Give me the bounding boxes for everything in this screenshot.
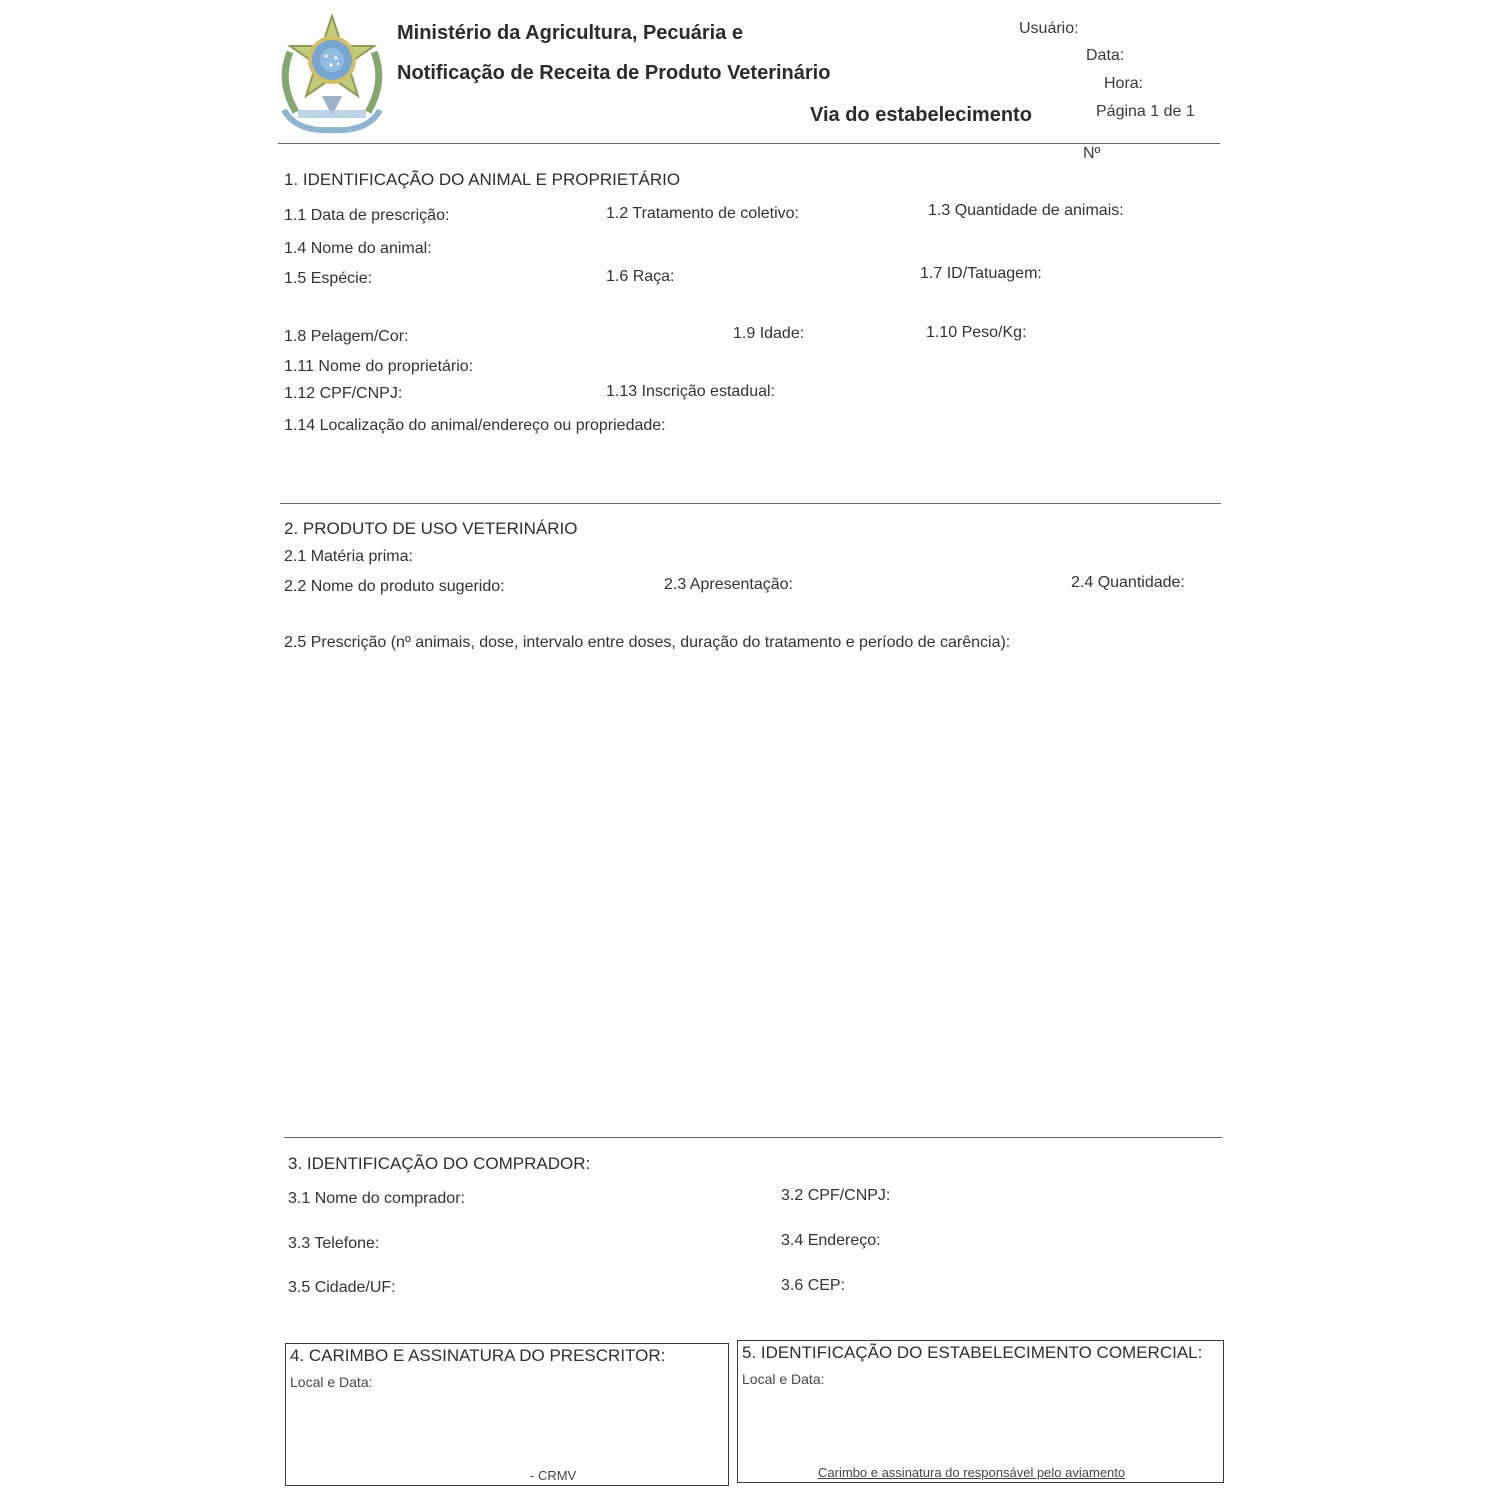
field-1-13: 1.13 Inscrição estadual: xyxy=(606,383,775,400)
field-1-2: 1.2 Tratamento de coletivo: xyxy=(606,205,799,222)
field-1-1: 1.1 Data de prescrição: xyxy=(284,207,450,224)
field-1-7: 1.7 ID/Tatuagem: xyxy=(920,265,1042,282)
field-3-5: 3.5 Cidade/UF: xyxy=(288,1279,396,1296)
section1-divider xyxy=(280,503,1221,504)
header-divider xyxy=(278,143,1220,144)
field-3-3: 3.3 Telefone: xyxy=(288,1235,380,1252)
field-1-9: 1.9 Idade: xyxy=(733,325,805,342)
field-1-5: 1.5 Espécie: xyxy=(284,270,373,287)
section3-title: 3. IDENTIFICAÇÃO DO COMPRADOR: xyxy=(288,1154,591,1173)
field-3-2: 3.2 CPF/CNPJ: xyxy=(781,1187,891,1204)
field-1-14: 1.14 Localização do animal/endereço ou propriedade: xyxy=(284,417,666,434)
field-3-1: 3.1 Nome do comprador: xyxy=(288,1190,465,1207)
field-1-3: 1.3 Quantidade de animais: xyxy=(928,202,1124,219)
section5-title: 5. IDENTIFICAÇÃO DO ESTABELECIMENTO COMERCIAL: xyxy=(742,1343,1203,1362)
via-label: Via do estabelecimento xyxy=(810,104,1032,126)
page-indicator: Página 1 de 1 xyxy=(1096,103,1195,120)
field-1-11: 1.11 Nome do proprietário: xyxy=(284,358,474,375)
field-1-4: 1.4 Nome do animal: xyxy=(284,240,432,257)
section5-local-data: Local e Data: xyxy=(742,1371,825,1387)
crmv-label: - CRMV xyxy=(530,1468,577,1483)
numero-label: Nº xyxy=(1083,145,1101,162)
establishment-box xyxy=(737,1340,1224,1483)
field-2-1: 2.1 Matéria prima: xyxy=(284,548,413,565)
section2-divider xyxy=(284,1137,1222,1138)
section5-signature-caption: Carimbo e assinatura do responsável pelo aviamento xyxy=(818,1465,1126,1480)
field-1-10: 1.10 Peso/Kg: xyxy=(926,324,1027,341)
header-title-line2: Notificação de Receita de Produto Veterinário xyxy=(397,62,831,84)
field-2-5: 2.5 Prescrição (nº animais, dose, intervalo entre doses, duração do tratamento e período de carência): xyxy=(284,634,1011,651)
section4-title: 4. CARIMBO E ASSINATURA DO PRESCRITOR: xyxy=(290,1346,666,1365)
section2-title: 2. PRODUTO DE USO VETERINÁRIO xyxy=(284,519,578,538)
section4-local-data: Local e Data: xyxy=(290,1374,373,1390)
field-2-2: 2.2 Nome do produto sugerido: xyxy=(284,578,505,595)
hora-label: Hora: xyxy=(1104,75,1144,92)
section1-title: 1. IDENTIFICAÇÃO DO ANIMAL E PROPRIETÁRIO xyxy=(284,170,681,189)
field-2-4: 2.4 Quantidade: xyxy=(1071,574,1185,591)
field-3-4: 3.4 Endereço: xyxy=(781,1232,881,1249)
field-2-3: 2.3 Apresentação: xyxy=(664,576,793,593)
field-1-6: 1.6 Raça: xyxy=(606,268,675,285)
field-1-8: 1.8 Pelagem/Cor: xyxy=(284,328,409,345)
prescriber-stamp-box xyxy=(285,1343,729,1486)
header-title-line1: Ministério da Agricultura, Pecuária e xyxy=(397,22,744,44)
usuario-label: Usuário: xyxy=(1019,20,1079,37)
field-3-6: 3.6 CEP: xyxy=(781,1277,846,1294)
field-1-12: 1.12 CPF/CNPJ: xyxy=(284,385,403,402)
data-label: Data: xyxy=(1086,47,1125,64)
brazil-coat-of-arms-icon xyxy=(276,12,388,134)
